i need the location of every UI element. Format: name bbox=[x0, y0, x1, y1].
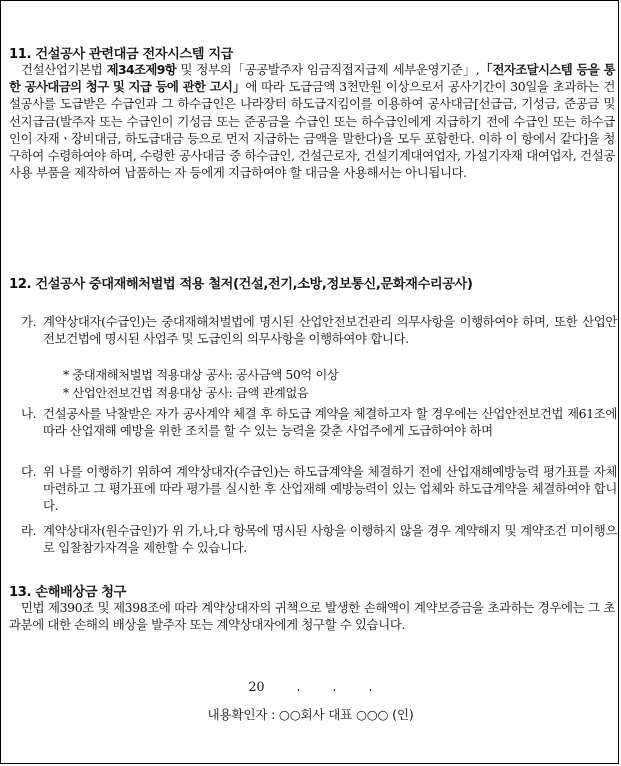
section-12-note-1: * 중대재해처벌법 적용대상 공사: 공사금액 50억 이상 bbox=[63, 368, 339, 382]
section-11-paragraph bbox=[9, 61, 615, 181]
section-12-item-na bbox=[9, 405, 617, 439]
section-12-item-da bbox=[9, 463, 617, 515]
section-12-title: 12. 건설공사 중대재해처벌법 적용 철저(건설,전기,소방,정보통신,문화재수리공사) bbox=[9, 277, 473, 292]
section-11-text-part3: 에 따라 도급금액 3천만원 이상으로서 공사기간이 30일을 초과하는 건설공사를 도급받은 수급인과 그 하수급인은 나라장터 하도급지킴이를 이용하여 공사대금[선급금, 기성금, 준공금 및 선지급금(발주자 또는 수급인이 기성금 또는 준공금을 수급인 또는 하수급인에게 지급하기 전에 수급인 또는 하수급인이 자재ㆍ장비대금, 하도급대금 등으로 먼저 지급하는 금액을 말한다)을 모두 포함한다. 이하 이 항에서 같다]을 청구하여 수령하여야 하며, 수령한 공사대금 중 하수급인, 건설근로자, 건설기계대여업자, 가설기자재 대여업자, 건설공사용 부품을 제작하여 납품하는 자 등에게 지급하여야 할 대금을 사용해서는 아니됩니다. bbox=[9, 79, 615, 181]
date-line: 20 . . . bbox=[248, 679, 373, 694]
section-11-emph-notice: 「전자조달시스템 등을 통한 공사대금의 청구 및 지급 등에 관한 고시」 bbox=[9, 62, 615, 95]
item-text: 위 나를 이행하기 위하여 계약상대자(수급인)는 하도급계약을 체결하기 전에 산업재해예방능력 평가표를 자체 마련하고 그 평가표에 따라 평가를 실시한 후 산업재해 예방능력이 있는 업체와 하도급계약을 체결하여야 합니다. bbox=[43, 464, 617, 514]
section-11-text-part1: 건설산업기본법 bbox=[21, 62, 107, 77]
section-12-note-2: * 산업안전보건법 적용대상 공사: 금액 관계없음 bbox=[63, 386, 309, 400]
section-13-text: 민법 제390조 및 제398조에 따라 계약상대자의 귀책으로 발생한 손해액이 계약보증금을 초과하는 경우에는 그 초과분에 대한 손해의 배상을 발주자 또는 계약상대자에게 청구할 수 있습니다. bbox=[9, 600, 615, 633]
item-text: 계약상대자(원수급인)가 위 가,나,다 항목에 명시된 사항을 이행하지 않을 경우 계약해지 및 계약조건 미이행으로 입찰참가자격을 제한할 수 있습니다. bbox=[43, 523, 617, 556]
section-11-title: 11. 건설공사 관련대금 전자시스템 지급 bbox=[9, 47, 234, 62]
confirmer-line: 내용확인자 : ○○회사 대표 ○○○ (인) bbox=[207, 707, 414, 722]
item-text: 건설공사를 낙찰받은 자가 공사계약 체결 후 하도급 계약을 체결하고자 할 경우에는 산업안전보건법 제61조에 따라 산업재해 예방을 위한 조치를 할 수 있는 능력을 갖춘 사업주에게 도급하여야 하며 bbox=[43, 406, 617, 439]
item-marker: 다. bbox=[21, 464, 37, 479]
section-11-emph-article: 제34조제9항 bbox=[106, 62, 177, 77]
section-11-text-part2: 및 정부의「공공발주자 임금직접지급제 세부운영기준」, bbox=[176, 62, 480, 77]
item-text: 계약상대자(수급인)는 중대재해처벌법에 명시된 산업안전보건관리 의무사항을 이행하여야 하며, 또한 산업안전보건법에 명시된 사업주 및 도급인의 의무사항을 이행하여야 합니다. bbox=[43, 314, 617, 347]
section-12-item-ga bbox=[9, 313, 617, 347]
section-12-item-ra bbox=[9, 522, 617, 556]
item-marker: 나. bbox=[21, 406, 37, 421]
item-marker: 라. bbox=[21, 523, 37, 538]
section-13-title: 13. 손해배상금 청구 bbox=[9, 585, 126, 600]
item-marker: 가. bbox=[21, 314, 37, 329]
section-13-paragraph bbox=[9, 599, 615, 633]
